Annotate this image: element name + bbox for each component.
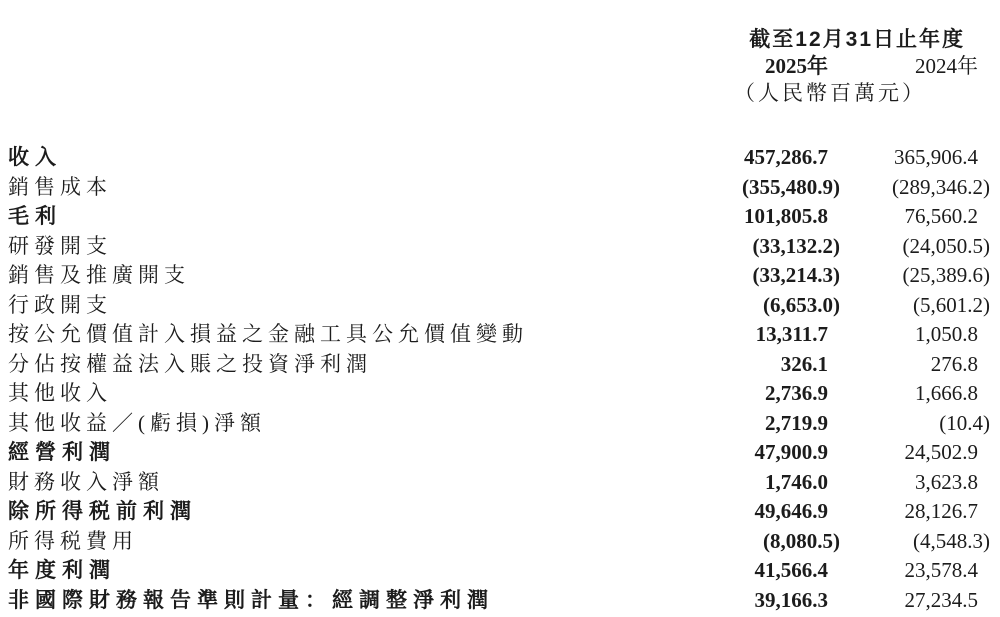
- value-2024: 1,666.8: [915, 381, 978, 405]
- value-2024: 24,502.9: [904, 440, 978, 464]
- value-2025: (33,214.3): [752, 263, 840, 287]
- currency-unit-note: （人民幣百萬元）: [734, 81, 926, 105]
- value-2025: (6,653.0): [763, 292, 840, 317]
- row-label: 研發開支: [8, 233, 112, 258]
- period-header: 截至12月31日止年度: [749, 28, 965, 51]
- value-2024: 3,623.8: [915, 469, 978, 494]
- column-header-2024: 2024年: [915, 54, 978, 78]
- value-2024: 76,560.2: [904, 204, 978, 228]
- value-2024: (25,389.6): [902, 263, 990, 287]
- header-period-row: [8, 26, 990, 53]
- value-2024: 365,906.4: [894, 145, 978, 169]
- value-2025: (355,480.9): [742, 174, 840, 199]
- table-row: [8, 291, 990, 321]
- table-row: [8, 556, 990, 586]
- row-label: 其他收入: [8, 381, 112, 405]
- table-row: [8, 409, 990, 439]
- row-label: 銷售成本: [8, 174, 112, 199]
- value-2024: 276.8: [930, 351, 978, 376]
- row-label: 收入: [8, 146, 62, 169]
- table-row: [8, 232, 990, 262]
- value-2025: 39,166.3: [754, 587, 828, 612]
- row-label: 分佔按權益法入賬之投資淨利潤: [8, 351, 372, 376]
- row-label: 行政開支: [8, 292, 112, 317]
- value-2025: 2,736.9: [765, 381, 828, 405]
- table-row: [8, 468, 990, 498]
- row-label: 所得税費用: [8, 528, 138, 553]
- table-row: [8, 261, 990, 291]
- value-2024: (289,346.2): [892, 174, 990, 199]
- table-row: [8, 202, 990, 232]
- value-2024: (5,601.2): [913, 292, 990, 317]
- row-label: 非國際財務報告準則計量：經調整淨利潤: [8, 588, 494, 612]
- column-header-2025: 2025年: [765, 54, 828, 78]
- header-year-row: [8, 53, 990, 80]
- row-label: 毛利: [8, 205, 62, 228]
- table-row: [8, 497, 990, 527]
- value-2025: 457,286.7: [744, 145, 828, 169]
- value-2025: 326.1: [780, 351, 828, 376]
- value-2025: 1,746.0: [765, 469, 828, 494]
- value-2025: 41,566.4: [754, 558, 828, 582]
- value-2025: 49,646.9: [754, 499, 828, 523]
- value-2024: 23,578.4: [904, 558, 978, 582]
- header-unit-row: [8, 80, 990, 107]
- value-2025: 101,805.8: [744, 204, 828, 228]
- value-2024: (10.4): [939, 410, 990, 435]
- value-2025: (8,080.5): [763, 528, 840, 553]
- row-label: 除所得税前利潤: [8, 500, 197, 523]
- row-label: 經營利潤: [8, 441, 116, 464]
- value-2024: 1,050.8: [915, 322, 978, 346]
- table-row: [8, 320, 990, 350]
- table-row: [8, 438, 990, 468]
- table-row: [8, 350, 990, 380]
- table-row: [8, 173, 990, 203]
- row-label: 其他收益／(虧損)淨額: [8, 410, 266, 435]
- table-row: [8, 379, 990, 409]
- value-2025: 2,719.9: [765, 410, 828, 435]
- table-row: [8, 143, 990, 173]
- table-row: [8, 527, 990, 557]
- row-label: 年度利潤: [8, 559, 116, 582]
- value-2025: 13,311.7: [755, 322, 828, 346]
- income-statement-table: [8, 143, 990, 615]
- header-table-gap: [8, 107, 990, 143]
- value-2024: (24,050.5): [902, 233, 990, 258]
- value-2025: (33,132.2): [752, 233, 840, 258]
- table-row: [8, 586, 990, 616]
- row-label: 銷售及推廣開支: [8, 263, 190, 287]
- value-2025: 47,900.9: [754, 440, 828, 464]
- row-label: 財務收入淨額: [8, 469, 164, 494]
- value-2024: (4,548.3): [913, 528, 990, 553]
- row-label: 按公允價值計入損益之金融工具公允價值變動: [8, 322, 528, 346]
- value-2024: 28,126.7: [904, 499, 978, 523]
- value-2024: 27,234.5: [904, 587, 978, 612]
